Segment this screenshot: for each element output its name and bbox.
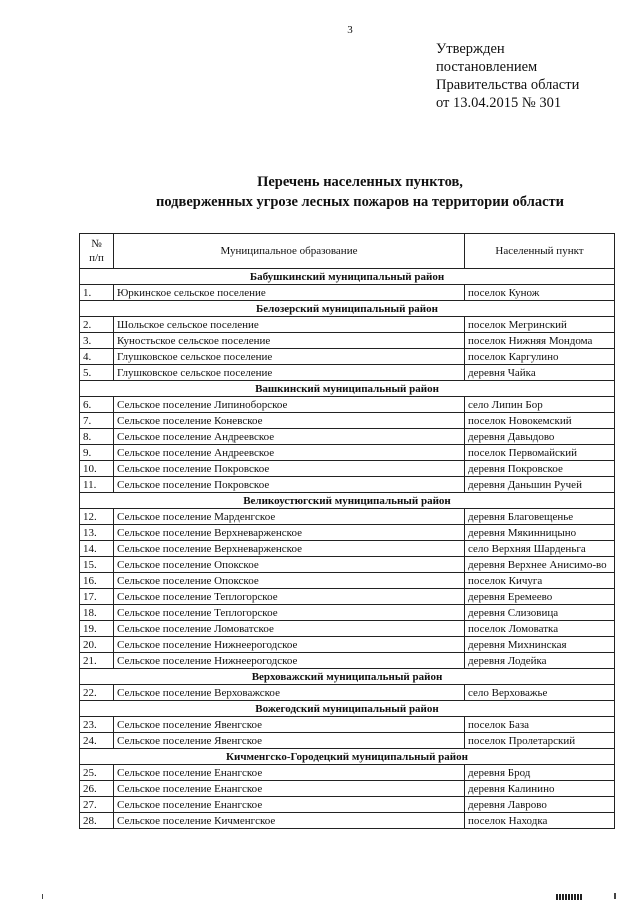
municipality-cell: Сельское поселение Енангское (114, 781, 465, 797)
settlement-cell: деревня Покровское (465, 461, 615, 477)
municipality-cell: Сельское поселение Теплогорское (114, 605, 465, 621)
municipality-cell: Сельское поселение Андреевское (114, 429, 465, 445)
row-number: 13. (80, 525, 114, 541)
row-number: 25. (80, 765, 114, 781)
title-line: Перечень населенных пунктов, (257, 174, 463, 190)
approval-line: Утвержден (436, 41, 505, 57)
approval-block (436, 40, 636, 112)
scan-mark (42, 894, 43, 899)
settlement-cell: поселок Кичуга (465, 573, 615, 589)
scan-mark (614, 893, 616, 899)
settlement-cell: поселок Нижняя Мондома (465, 333, 615, 349)
table-row (80, 285, 615, 301)
municipality-cell: Куностьское сельское поселение (114, 333, 465, 349)
district-row (80, 749, 615, 765)
header-num (80, 234, 114, 269)
approval-line: Правительства области (436, 77, 580, 93)
settlement-cell: поселок Каргулино (465, 349, 615, 365)
district-name: Бабушкинский муниципальный район (80, 269, 615, 285)
district-row (80, 669, 615, 685)
table-row (80, 397, 615, 413)
settlement-cell: деревня Михнинская (465, 637, 615, 653)
district-row (80, 701, 615, 717)
table-row (80, 621, 615, 637)
settlement-cell: деревня Лаврово (465, 797, 615, 813)
settlement-cell: деревня Слизовица (465, 605, 615, 621)
municipality-cell: Сельское поселение Нижнеерогодское (114, 637, 465, 653)
district-name: Кичменгско-Городецкий муниципальный район (80, 749, 615, 765)
table-row (80, 589, 615, 605)
municipality-cell: Глушковское сельское поселение (114, 365, 465, 381)
table-header-row (80, 234, 615, 269)
table-body (80, 269, 615, 829)
district-row (80, 269, 615, 285)
municipality-cell: Юркинское сельское поселение (114, 285, 465, 301)
table-row (80, 477, 615, 493)
table-row (80, 637, 615, 653)
table-row (80, 605, 615, 621)
district-row (80, 381, 615, 397)
settlement-cell: деревня Лодейка (465, 653, 615, 669)
table-row (80, 653, 615, 669)
municipality-cell: Сельское поселение Андреевское (114, 445, 465, 461)
table-row (80, 557, 615, 573)
barcode-mark (556, 894, 582, 900)
approval-line: от 13.04.2015 № 301 (436, 95, 562, 111)
settlement-cell: поселок Ломоватка (465, 621, 615, 637)
district-row (80, 493, 615, 509)
municipality-cell: Сельское поселение Опокское (114, 557, 465, 573)
row-number: 27. (80, 797, 114, 813)
district-name: Вашкинский муниципальный район (80, 381, 615, 397)
settlement-cell: деревня Брод (465, 765, 615, 781)
row-number: 18. (80, 605, 114, 621)
approval-line: постановлением (436, 59, 538, 75)
document-title (40, 172, 640, 212)
municipality-cell: Сельское поселение Опокское (114, 573, 465, 589)
settlements-table (79, 233, 615, 829)
row-number: 22. (80, 685, 114, 701)
district-name: Белозерский муниципальный район (80, 301, 615, 317)
municipality-cell: Сельское поселение Нижнеерогодское (114, 653, 465, 669)
settlement-cell: поселок Первомайский (465, 445, 615, 461)
table-row (80, 445, 615, 461)
municipality-cell: Сельское поселение Кичменгское (114, 813, 465, 829)
settlement-cell: поселок База (465, 717, 615, 733)
table-row (80, 509, 615, 525)
row-number: 15. (80, 557, 114, 573)
municipality-cell: Сельское поселение Верхневарженское (114, 525, 465, 541)
table-row (80, 781, 615, 797)
row-number: 19. (80, 621, 114, 637)
municipality-cell: Сельское поселение Явенгское (114, 733, 465, 749)
municipality-cell: Сельское поселение Липиноборское (114, 397, 465, 413)
row-number: 11. (80, 477, 114, 493)
row-number: 6. (80, 397, 114, 413)
municipality-cell: Сельское поселение Покровское (114, 461, 465, 477)
row-number: 21. (80, 653, 114, 669)
row-number: 2. (80, 317, 114, 333)
municipality-cell: Сельское поселение Ломоватское (114, 621, 465, 637)
settlement-cell: поселок Мегринский (465, 317, 615, 333)
municipality-cell: Сельское поселение Покровское (114, 477, 465, 493)
table-row (80, 525, 615, 541)
row-number: 3. (80, 333, 114, 349)
table-row (80, 573, 615, 589)
row-number: 4. (80, 349, 114, 365)
row-number: 24. (80, 733, 114, 749)
table-row (80, 365, 615, 381)
header-num-line: п/п (89, 252, 104, 264)
row-number: 17. (80, 589, 114, 605)
table-row (80, 765, 615, 781)
municipality-cell: Сельское поселение Енангское (114, 765, 465, 781)
header-municipality: Муниципальное образование (114, 234, 465, 269)
settlement-cell: деревня Верхнее Анисимо-во (465, 557, 615, 573)
row-number: 20. (80, 637, 114, 653)
settlement-cell: деревня Чайка (465, 365, 615, 381)
table-row (80, 813, 615, 829)
settlement-cell: деревня Благовещенье (465, 509, 615, 525)
municipality-cell: Шольское сельское поселение (114, 317, 465, 333)
table-row (80, 349, 615, 365)
row-number: 16. (80, 573, 114, 589)
municipality-cell: Сельское поселение Енангское (114, 797, 465, 813)
municipality-cell: Сельское поселение Верховажское (114, 685, 465, 701)
settlement-cell: село Верхняя Шарденьга (465, 541, 615, 557)
table-row (80, 413, 615, 429)
page-number: 3 (347, 24, 353, 36)
district-row (80, 301, 615, 317)
municipality-cell: Сельское поселение Явенгское (114, 717, 465, 733)
settlement-cell: деревня Калинино (465, 781, 615, 797)
row-number: 26. (80, 781, 114, 797)
header-num-line: № (91, 238, 102, 250)
table-row (80, 317, 615, 333)
settlement-cell: село Липин Бор (465, 397, 615, 413)
row-number: 10. (80, 461, 114, 477)
settlement-cell: село Верховажье (465, 685, 615, 701)
table-row (80, 685, 615, 701)
table-row (80, 797, 615, 813)
row-number: 23. (80, 717, 114, 733)
district-name: Верховажский муниципальный район (80, 669, 615, 685)
settlement-cell: деревня Мякинницыно (465, 525, 615, 541)
row-number: 8. (80, 429, 114, 445)
settlement-cell: деревня Давыдово (465, 429, 615, 445)
table-row (80, 333, 615, 349)
settlement-cell: поселок Пролетарский (465, 733, 615, 749)
settlement-cell: поселок Кунож (465, 285, 615, 301)
municipality-cell: Сельское поселение Коневское (114, 413, 465, 429)
row-number: 12. (80, 509, 114, 525)
table-row (80, 733, 615, 749)
table-row (80, 541, 615, 557)
row-number: 9. (80, 445, 114, 461)
settlement-cell: деревня Даньшин Ручей (465, 477, 615, 493)
row-number: 7. (80, 413, 114, 429)
municipality-cell: Сельское поселение Верхневарженское (114, 541, 465, 557)
header-settlement: Населенный пункт (465, 234, 615, 269)
municipality-cell: Сельское поселение Теплогорское (114, 589, 465, 605)
settlement-cell: поселок Новокемский (465, 413, 615, 429)
district-name: Вожегодский муниципальный район (80, 701, 615, 717)
row-number: 28. (80, 813, 114, 829)
table-row (80, 717, 615, 733)
district-name: Великоустюгский муниципальный район (80, 493, 615, 509)
row-number: 5. (80, 365, 114, 381)
settlement-cell: поселок Находка (465, 813, 615, 829)
table-row (80, 461, 615, 477)
table-row (80, 429, 615, 445)
municipality-cell: Глушковское сельское поселение (114, 349, 465, 365)
row-number: 1. (80, 285, 114, 301)
title-line: подверженных угрозе лесных пожаров на территории области (156, 194, 564, 210)
municipality-cell: Сельское поселение Марденгское (114, 509, 465, 525)
settlement-cell: деревня Еремеево (465, 589, 615, 605)
row-number: 14. (80, 541, 114, 557)
